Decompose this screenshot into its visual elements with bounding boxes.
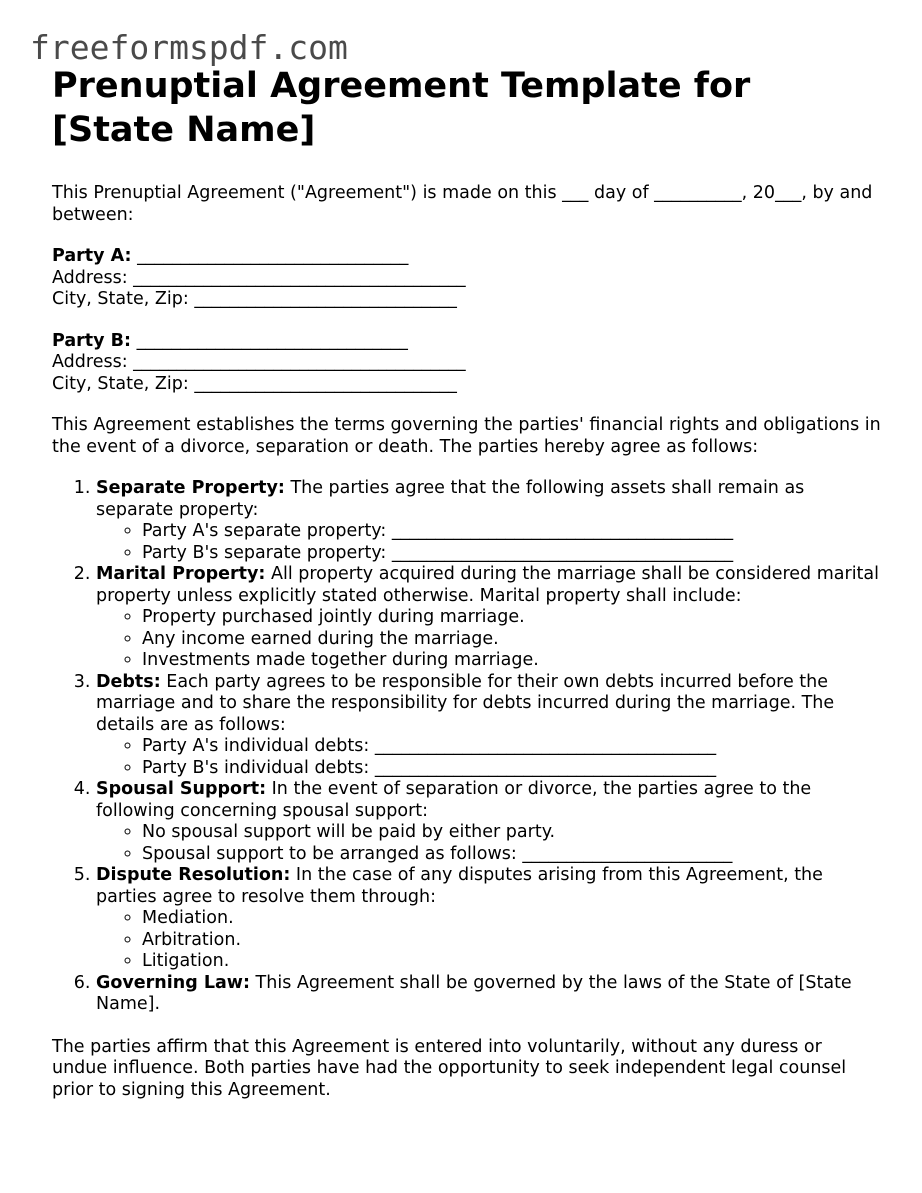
terms-list [52,478,882,1016]
term-heading: Dispute Resolution: [96,865,291,885]
term-text: In the event of separation or divorce, the parties agree to the following concerning spousal support: [96,779,812,821]
document-body [52,64,882,1101]
term-subitem: ◦ Mediation. [142,908,882,930]
term-heading: Marital Property: [96,564,266,584]
term-sublist [96,607,882,672]
party-a-block [52,246,882,311]
party-a-address-label: Address: [52,267,128,288]
term-subitem: ◦ No spousal support will be paid by either party. [142,822,882,844]
term-subitem: ◦ Party B's individual debts: _______________________________________ [142,758,882,780]
term-subitem: ◦ Property purchased jointly during marriage. [142,607,882,629]
term-item [96,564,882,672]
term-item [96,865,882,973]
term-subitem: ◦ Litigation. [142,951,882,973]
party-a-name-blank: _______________________________ [137,246,409,266]
party-a-label: Party A: [52,246,132,266]
term-item [96,973,882,1016]
term-item [96,478,882,564]
term-heading: Governing Law: [96,972,250,993]
term-sublist [96,822,882,865]
term-text: The parties agree that the following assets shall remain as separate property: [96,478,805,520]
party-b-city-label: City, State, Zip: [52,373,189,394]
party-b-name-blank: _______________________________ [136,330,408,351]
terms-intro-paragraph: This Agreement establishes the terms governing the parties' financial rights and obligations in the event of a divorce, separation or death. The parties hereby agree as follows: [52,415,881,457]
site-watermark: freeformspdf.com [30,28,348,67]
term-heading: Debts: [96,671,161,692]
party-b-block [52,331,882,396]
term-text: In the case of any disputes arising from this Agreement, the parties agree to resolve them through: [96,865,823,907]
party-a-name-line [52,246,882,268]
term-subitem: ◦ Spousal support to be arranged as follows: ________________________ [142,844,882,866]
party-b-address-blank: ______________________________________ [133,352,466,372]
term-subitem: ◦ Party B's separate property: _______________________________________ [142,543,882,565]
term-subitem: ◦ Investments made together during marriage. [142,650,882,672]
term-sublist [96,736,882,779]
page-title: Prenuptial Agreement Template for [State Name] [52,66,751,150]
term-text: This Agreement shall be governed by the laws of the State of [State Name]. [96,972,852,1014]
term-subitem: ◦ Any income earned during the marriage. [142,629,882,651]
term-text: Each party agrees to be responsible for their own debts incurred before the marriage and to share the responsibility for debts incurred during the marriage. The details are as follows: [96,671,835,735]
term-heading: Spousal Support: [96,779,267,799]
party-b-name-line [52,331,882,353]
term-subitem: ◦ Party A's individual debts: _______________________________________ [142,736,882,758]
party-b-address-line [52,352,882,374]
party-a-address-line [52,268,882,290]
party-a-address-blank: ______________________________________ [133,267,466,288]
term-subitem: ◦ Party A's separate property: _______________________________________ [142,521,882,543]
party-b-city-blank: ______________________________ [194,373,457,394]
term-subitem: ◦ Arbitration. [142,930,882,952]
party-b-address-label: Address: [52,352,128,372]
party-a-city-blank: ______________________________ [194,289,457,309]
term-item [96,779,882,865]
term-text: All property acquired during the marriage shall be considered marital property unless explicitly stated otherwise. Marital property shall include: [96,564,880,606]
closing-paragraph: The parties affirm that this Agreement is entered into voluntarily, without any duress or undue influence. Both parties have had the opportunity to seek independent legal counsel prior to signing this Agreement. [52,1036,847,1100]
term-sublist [96,521,882,564]
party-b-label: Party B: [52,330,131,351]
intro-paragraph: This Prenuptial Agreement ("Agreement") is made on this ___ day of __________, 20___, by and between: [52,183,873,225]
party-a-city-line [52,289,882,311]
term-sublist [96,908,882,973]
term-item [96,672,882,780]
term-heading: Separate Property: [96,478,285,498]
party-b-city-line [52,374,882,396]
party-a-city-label: City, State, Zip: [52,289,189,309]
